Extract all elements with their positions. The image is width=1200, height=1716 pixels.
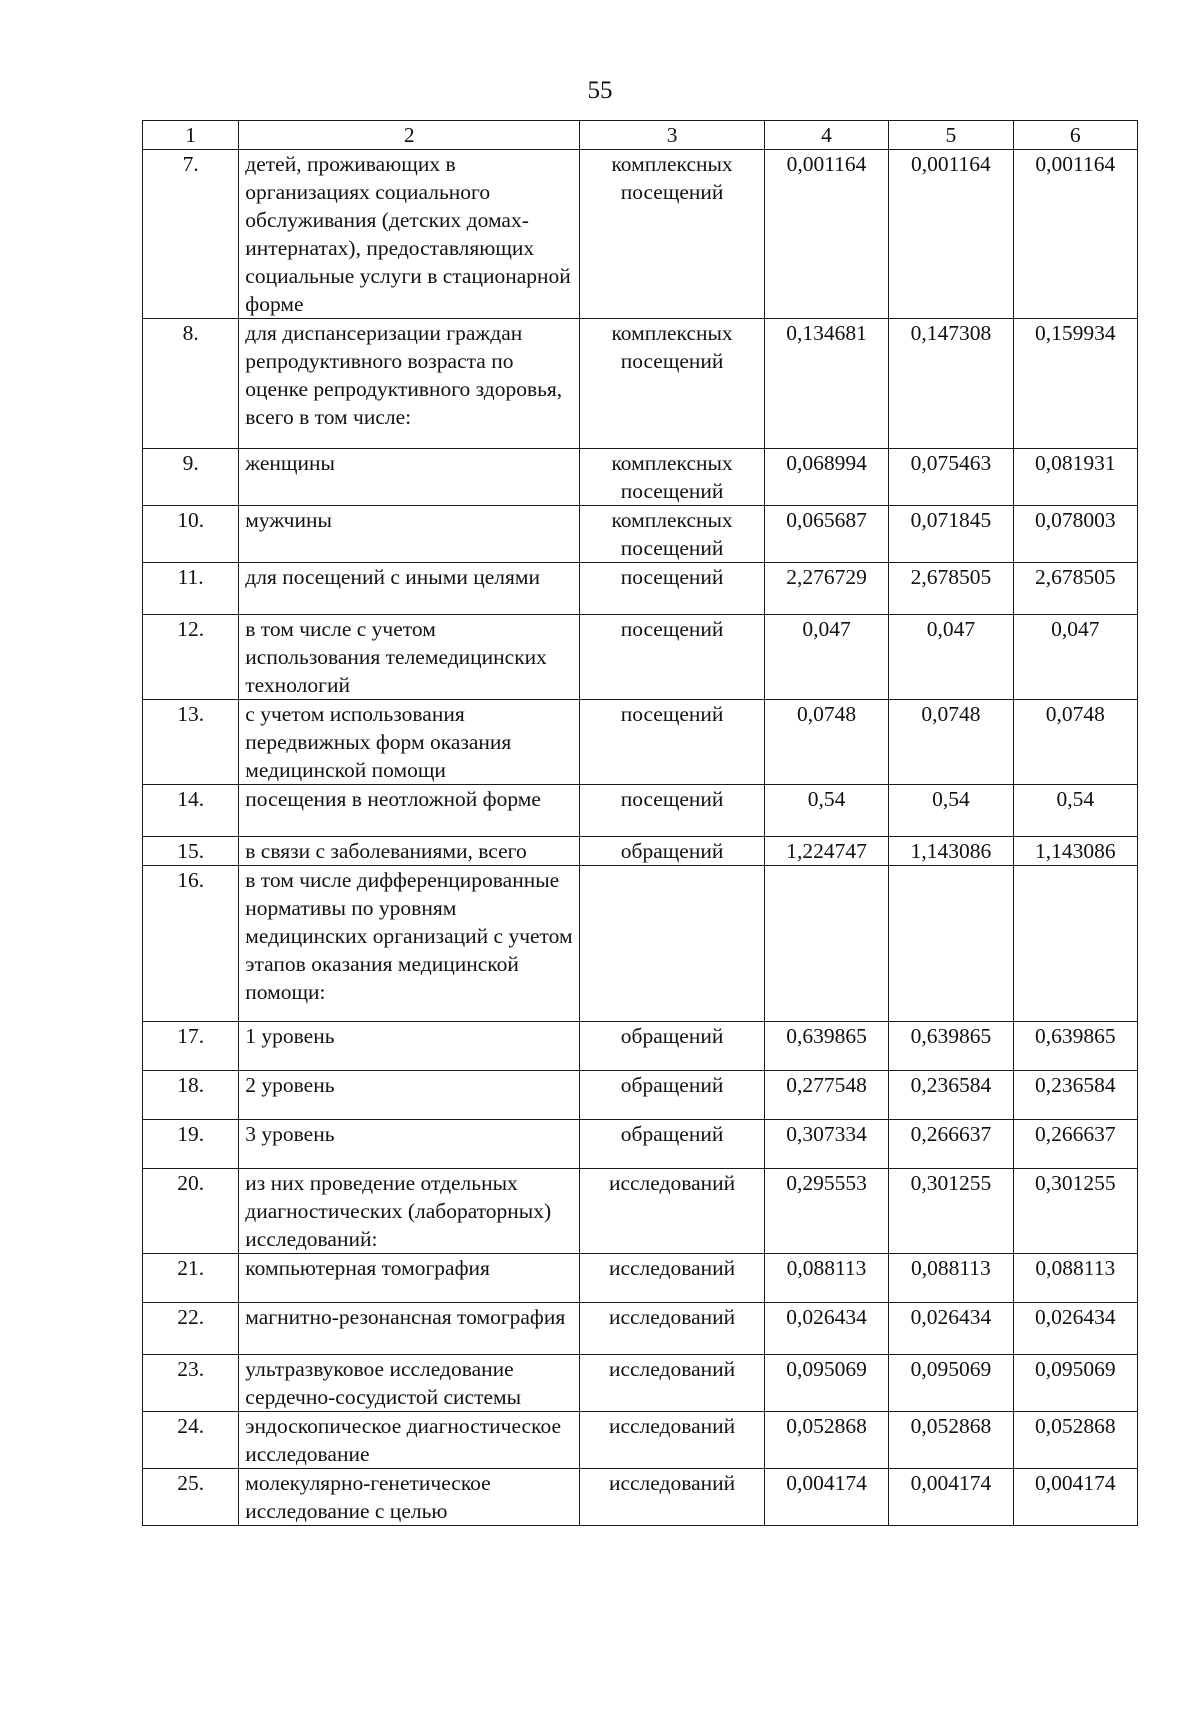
table-row: [143, 1071, 1138, 1120]
table-row: [143, 1412, 1138, 1469]
row-number-cell: 20.: [143, 1169, 239, 1254]
value-col6-cell: 0,095069: [1013, 1355, 1137, 1412]
value-col5-cell: 0,54: [889, 785, 1013, 837]
table-row: [143, 700, 1138, 785]
header-cell-6: 6: [1013, 121, 1137, 150]
value-col4-cell: 0,004174: [764, 1469, 888, 1526]
table-row: [143, 563, 1138, 615]
value-col6-cell: 0,301255: [1013, 1169, 1137, 1254]
value-col6-cell: 0,54: [1013, 785, 1137, 837]
value-col4-cell: 0,068994: [764, 449, 888, 506]
value-col6-cell: 2,678505: [1013, 563, 1137, 615]
value-col6-cell: 0,081931: [1013, 449, 1137, 506]
value-col6-cell: 0,026434: [1013, 1303, 1137, 1355]
unit-cell: исследований: [580, 1469, 765, 1526]
table-row: [143, 1355, 1138, 1412]
indicator-name-cell: в связи с заболеваниями, всего: [239, 837, 580, 866]
table-row: [143, 1303, 1138, 1355]
row-number-cell: 25.: [143, 1469, 239, 1526]
indicator-name-cell: в том числе с учетом использования телемедицинских технологий: [239, 615, 580, 700]
table-row: [143, 785, 1138, 837]
unit-cell: исследований: [580, 1303, 765, 1355]
value-col4-cell: 0,065687: [764, 506, 888, 563]
indicator-name-cell: для диспансеризации граждан репродуктивного возраста по оценке репродуктивного здоровья, всего в том числе:: [239, 319, 580, 449]
unit-cell: обращений: [580, 1022, 765, 1071]
row-number-cell: 22.: [143, 1303, 239, 1355]
row-number-cell: 19.: [143, 1120, 239, 1169]
row-number-cell: 10.: [143, 506, 239, 563]
value-col6-cell: 0,088113: [1013, 1254, 1137, 1303]
table-row: [143, 837, 1138, 866]
header-cell-4: 4: [764, 121, 888, 150]
value-col5-cell: 2,678505: [889, 563, 1013, 615]
table-row: [143, 1254, 1138, 1303]
row-number-cell: 7.: [143, 150, 239, 319]
indicator-name-cell: детей, проживающих в организациях социального обслуживания (детских домах-интернатах), предоставляющих социальные услуги в стационарной форме: [239, 150, 580, 319]
value-col5-cell: 1,143086: [889, 837, 1013, 866]
indicator-name-cell: ультразвуковое исследование сердечно-сосудистой системы: [239, 1355, 580, 1412]
value-col6-cell: 0,052868: [1013, 1412, 1137, 1469]
unit-cell: комплексных посещений: [580, 506, 765, 563]
table-body: [143, 150, 1138, 1526]
table-row: [143, 319, 1138, 449]
row-number-cell: 15.: [143, 837, 239, 866]
value-col4-cell: 0,0748: [764, 700, 888, 785]
value-col6-cell: 0,047: [1013, 615, 1137, 700]
data-table: [142, 120, 1138, 1526]
table-row: [143, 1169, 1138, 1254]
unit-cell: комплексных посещений: [580, 319, 765, 449]
unit-cell: исследований: [580, 1412, 765, 1469]
unit-cell: комплексных посещений: [580, 150, 765, 319]
value-col5-cell: 0,088113: [889, 1254, 1013, 1303]
value-col4-cell: 0,095069: [764, 1355, 888, 1412]
value-col5-cell: 0,001164: [889, 150, 1013, 319]
value-col6-cell: 0,639865: [1013, 1022, 1137, 1071]
value-col6-cell: 0,001164: [1013, 150, 1137, 319]
value-col4-cell: 0,088113: [764, 1254, 888, 1303]
value-col5-cell: 0,301255: [889, 1169, 1013, 1254]
unit-cell: посещений: [580, 700, 765, 785]
row-number-cell: 17.: [143, 1022, 239, 1071]
page-number: 55: [587, 77, 613, 104]
row-number-cell: 24.: [143, 1412, 239, 1469]
indicator-name-cell: магнитно-резонансная томография: [239, 1303, 580, 1355]
value-col4-cell: 0,052868: [764, 1412, 888, 1469]
value-col6-cell: 0,159934: [1013, 319, 1137, 449]
header-cell-3: 3: [580, 121, 765, 150]
unit-cell: комплексных посещений: [580, 449, 765, 506]
indicator-name-cell: компьютерная томография: [239, 1254, 580, 1303]
value-col4-cell: 0,277548: [764, 1071, 888, 1120]
value-col4-cell: 0,295553: [764, 1169, 888, 1254]
table-row: [143, 150, 1138, 319]
value-col5-cell: 0,095069: [889, 1355, 1013, 1412]
unit-cell: посещений: [580, 785, 765, 837]
indicator-name-cell: 1 уровень: [239, 1022, 580, 1071]
table-row: [143, 615, 1138, 700]
indicator-name-cell: посещения в неотложной форме: [239, 785, 580, 837]
value-col6-cell: 0,0748: [1013, 700, 1137, 785]
value-col5-cell: 0,266637: [889, 1120, 1013, 1169]
table-row: [143, 1469, 1138, 1526]
indicator-name-cell: женщины: [239, 449, 580, 506]
header-cell-1: 1: [143, 121, 239, 150]
value-col5-cell: 0,047: [889, 615, 1013, 700]
value-col6-cell: [1013, 866, 1137, 1022]
value-col4-cell: 0,026434: [764, 1303, 888, 1355]
value-col6-cell: 0,004174: [1013, 1469, 1137, 1526]
value-col5-cell: 0,004174: [889, 1469, 1013, 1526]
indicator-name-cell: из них проведение отдельных диагностических (лабораторных) исследований:: [239, 1169, 580, 1254]
indicator-name-cell: молекулярно-генетическое исследование с целью: [239, 1469, 580, 1526]
indicator-name-cell: 3 уровень: [239, 1120, 580, 1169]
header-cell-2: 2: [239, 121, 580, 150]
header-row: [143, 121, 1138, 150]
unit-cell: исследований: [580, 1254, 765, 1303]
value-col6-cell: 0,078003: [1013, 506, 1137, 563]
value-col6-cell: 0,236584: [1013, 1071, 1137, 1120]
value-col4-cell: 0,001164: [764, 150, 888, 319]
row-number-cell: 13.: [143, 700, 239, 785]
unit-cell: посещений: [580, 615, 765, 700]
indicator-name-cell: для посещений с иными целями: [239, 563, 580, 615]
value-col5-cell: 0,236584: [889, 1071, 1013, 1120]
unit-cell: посещений: [580, 563, 765, 615]
unit-cell: исследований: [580, 1355, 765, 1412]
value-col6-cell: 1,143086: [1013, 837, 1137, 866]
value-col4-cell: [764, 866, 888, 1022]
value-col4-cell: 0,639865: [764, 1022, 888, 1071]
table-row: [143, 866, 1138, 1022]
unit-cell: обращений: [580, 1071, 765, 1120]
indicator-name-cell: эндоскопическое диагностическое исследование: [239, 1412, 580, 1469]
value-col5-cell: 0,026434: [889, 1303, 1013, 1355]
indicator-name-cell: с учетом использования передвижных форм оказания медицинской помощи: [239, 700, 580, 785]
value-col5-cell: 0,639865: [889, 1022, 1013, 1071]
value-col4-cell: 1,224747: [764, 837, 888, 866]
row-number-cell: 23.: [143, 1355, 239, 1412]
row-number-cell: 12.: [143, 615, 239, 700]
value-col5-cell: [889, 866, 1013, 1022]
value-col4-cell: 0,54: [764, 785, 888, 837]
table-header: [143, 121, 1138, 150]
table-row: [143, 1022, 1138, 1071]
indicator-name-cell: мужчины: [239, 506, 580, 563]
row-number-cell: 18.: [143, 1071, 239, 1120]
value-col5-cell: 0,0748: [889, 700, 1013, 785]
value-col6-cell: 0,266637: [1013, 1120, 1137, 1169]
row-number-cell: 11.: [143, 563, 239, 615]
unit-cell: обращений: [580, 837, 765, 866]
value-col5-cell: 0,071845: [889, 506, 1013, 563]
header-cell-5: 5: [889, 121, 1013, 150]
value-col5-cell: 0,147308: [889, 319, 1013, 449]
indicator-name-cell: 2 уровень: [239, 1071, 580, 1120]
row-number-cell: 9.: [143, 449, 239, 506]
row-number-cell: 14.: [143, 785, 239, 837]
value-col5-cell: 0,052868: [889, 1412, 1013, 1469]
value-col4-cell: 0,047: [764, 615, 888, 700]
table-row: [143, 506, 1138, 563]
value-col4-cell: 0,307334: [764, 1120, 888, 1169]
unit-cell: обращений: [580, 1120, 765, 1169]
row-number-cell: 21.: [143, 1254, 239, 1303]
unit-cell: [580, 866, 765, 1022]
indicator-name-cell: в том числе дифференцированные нормативы по уровням медицинских организаций с учетом этапов оказания медицинской помощи:: [239, 866, 580, 1022]
value-col4-cell: 2,276729: [764, 563, 888, 615]
row-number-cell: 8.: [143, 319, 239, 449]
table-row: [143, 1120, 1138, 1169]
row-number-cell: 16.: [143, 866, 239, 1022]
table-row: [143, 449, 1138, 506]
unit-cell: исследований: [580, 1169, 765, 1254]
value-col5-cell: 0,075463: [889, 449, 1013, 506]
value-col4-cell: 0,134681: [764, 319, 888, 449]
